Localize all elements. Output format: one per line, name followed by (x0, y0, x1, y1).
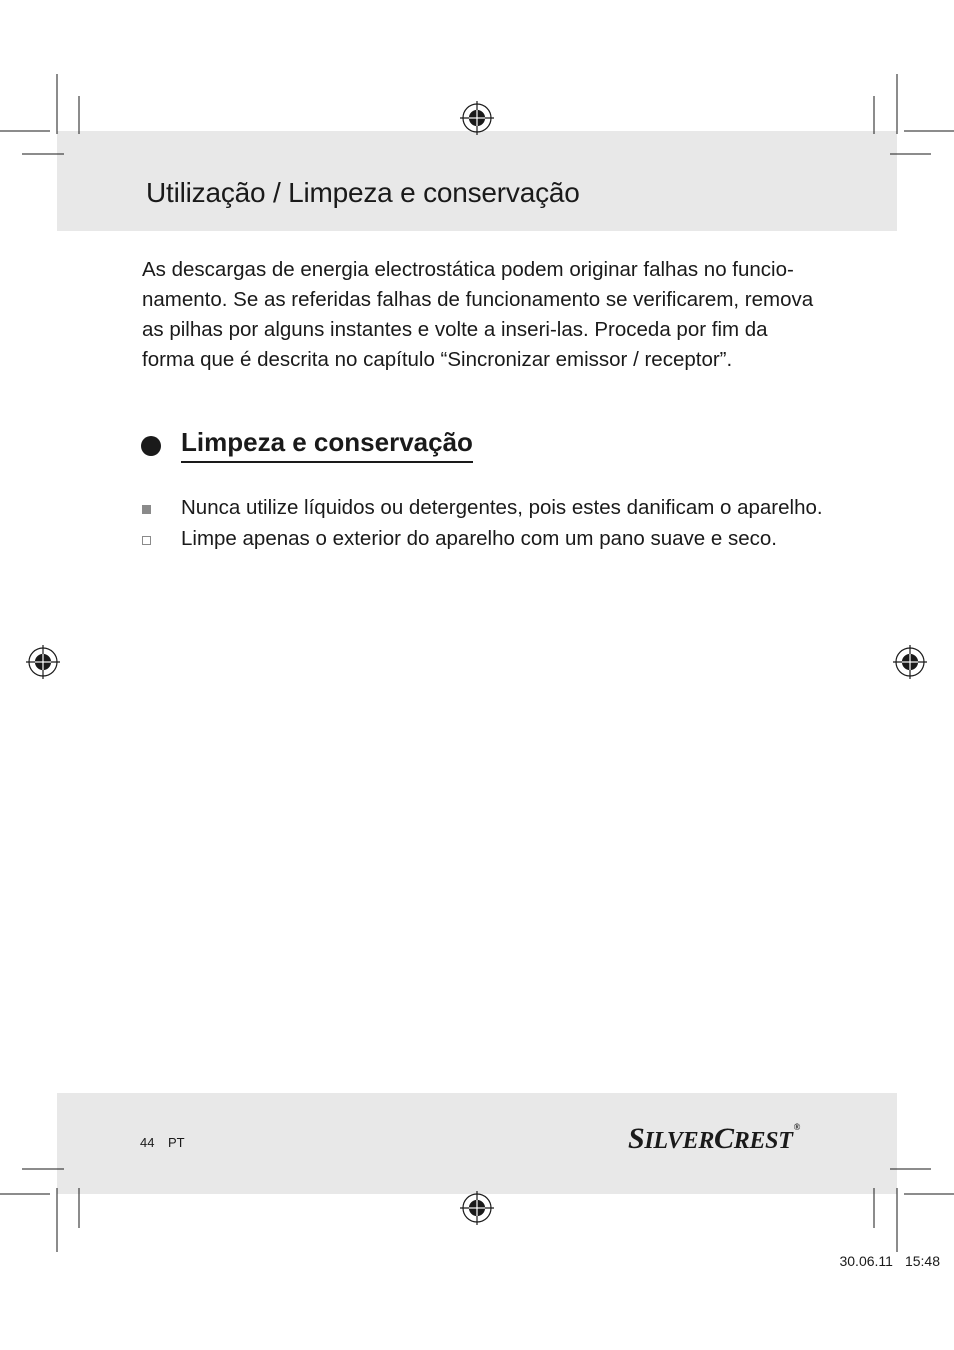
brand-logo: SILVERCREST® (628, 1122, 801, 1155)
page-title: Utilização / Limpeza e conservação (146, 177, 580, 208)
print-date: 30.06.11 (839, 1253, 893, 1269)
intro-line: as pilhas por alguns instantes e volte a inseri-las. Proceda por fim da (142, 318, 768, 341)
print-time: 15:48 (904, 1253, 940, 1269)
intro-line: namento. Se as referidas falhas de funcionamento se verificarem, remova (142, 288, 814, 311)
list-item-text: Nunca utilize líquidos ou detergentes, pois estes danificam o aparelho. (181, 496, 823, 519)
list-item-text: Limpe apenas o exterior do aparelho com um pano suave e seco. (181, 527, 778, 550)
section-heading: Limpeza e conservação (181, 427, 473, 463)
intro-line: forma que é descrita no capítulo “Sincronizar emissor / receptor”. (142, 348, 733, 371)
intro-line: As descargas de energia electrostática podem originar falhas no funcio- (142, 258, 794, 281)
language-code: PT (168, 1135, 185, 1150)
page-number: 44 (140, 1135, 155, 1150)
